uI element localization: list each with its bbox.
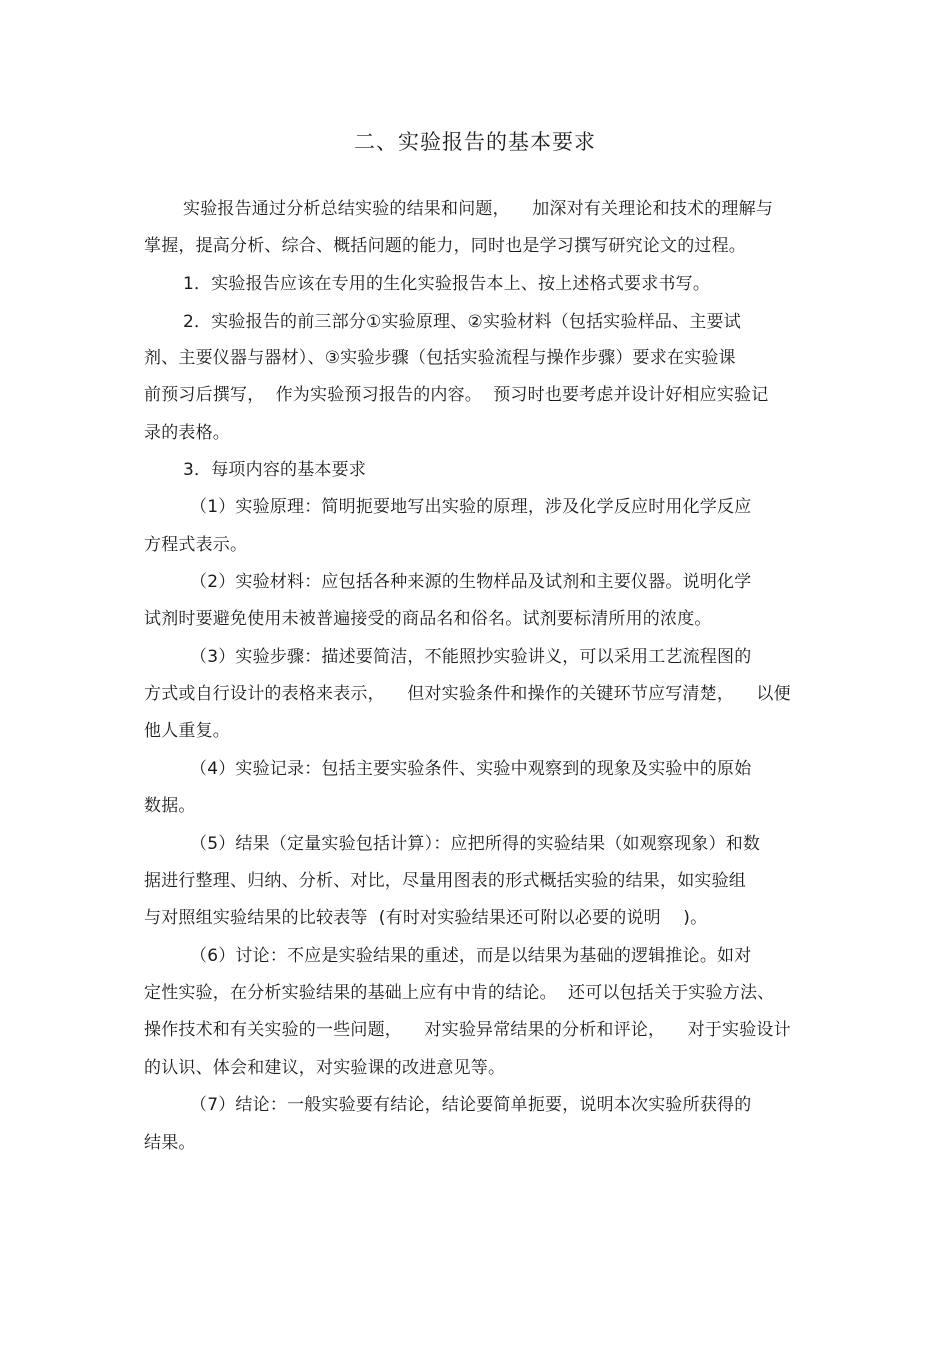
paragraph-line: 的认识、体会和建议，对实验课的改进意见等。 <box>144 1058 506 1078</box>
paragraph-line: 剂、主要仪器与器材）、③实验步骤（包括实验流程与操作步骤）要求在实验课 <box>144 348 736 368</box>
paragraph-line: （4）实验记录：包括主要实验条件、实验中观察到的现象及实验中的原始 <box>190 759 752 779</box>
paragraph-line: 2．实验报告的前三部分①实验原理、②实验材料（包括实验样品、主要试 <box>183 312 741 332</box>
paragraph-line: 方程式表示。 <box>144 535 248 555</box>
paragraph-line: （1）实验原理：简明扼要地写出实验的原理，涉及化学反应时用化学反应 <box>190 497 752 517</box>
paragraph-line: 他人重复。 <box>144 721 230 741</box>
paragraph-line: 操作技术和有关实验的一些问题， 对实验异常结果的分析和评论， 对于实验设计 <box>144 1020 791 1040</box>
paragraph-line: 1．实验报告应该在专用的生化实验报告本上、按上述格式要求书写。 <box>183 274 711 294</box>
paragraph-line: （6）讨论：不应是实验结果的重述，而是以结果为基础的逻辑推论。如对 <box>190 946 752 966</box>
paragraph-line: 与对照组实验结果的比较表等 (有时对实验结果还可附以必要的说明 )。 <box>144 908 708 928</box>
section-heading: 3．每项内容的基本要求 <box>183 460 367 480</box>
paragraph-line: 数据。 <box>144 796 196 816</box>
paragraph-line: 前预习后撰写， 作为实验预习报告的内容。 预习时也要考虑并设计好相应实验记 <box>144 385 769 405</box>
paragraph-line: 定性实验，在分析实验结果的基础上应有中肯的结论。 还可以包括关于实验方法、 <box>144 983 775 1003</box>
document-title: 二、实验报告的基本要求 <box>354 130 596 154</box>
paragraph-line: 掌握，提高分析、综合、概括问题的能力，同时也是学习撰写研究论文的过程。 <box>144 236 746 256</box>
paragraph-line: 试剂时要避免使用未被普遍接受的商品名和俗名。试剂要标清所用的浓度。 <box>144 609 712 629</box>
paragraph-line: （2）实验材料：应包括各种来源的生物样品及试剂和主要仪器。说明化学 <box>190 572 752 592</box>
paragraph-line: （5）结果（定量实验包括计算）：应把所得的实验结果（如观察现象）和数 <box>190 834 761 854</box>
paragraph-line: 方式或自行设计的表格来表示， 但对实验条件和操作的关键环节应写清楚， 以便 <box>144 684 791 704</box>
paragraph-line: （3）实验步骤：描述要简洁，不能照抄实验讲义，可以采用工艺流程图的 <box>190 647 752 667</box>
paragraph-line: 实验报告通过分析总结实验的结果和问题， 加深对有关理论和技术的理解与 <box>183 199 774 219</box>
paragraph-line: 录的表格。 <box>144 423 230 443</box>
paragraph-line: 结果。 <box>144 1133 196 1153</box>
paragraph-line: 据进行整理、归纳、分析、对比，尽量用图表的形式概括实验的结果，如实验组 <box>144 871 746 891</box>
paragraph-line: （7）结论：一般实验要有结论，结论要简单扼要，说明本次实验所获得的 <box>190 1095 752 1115</box>
